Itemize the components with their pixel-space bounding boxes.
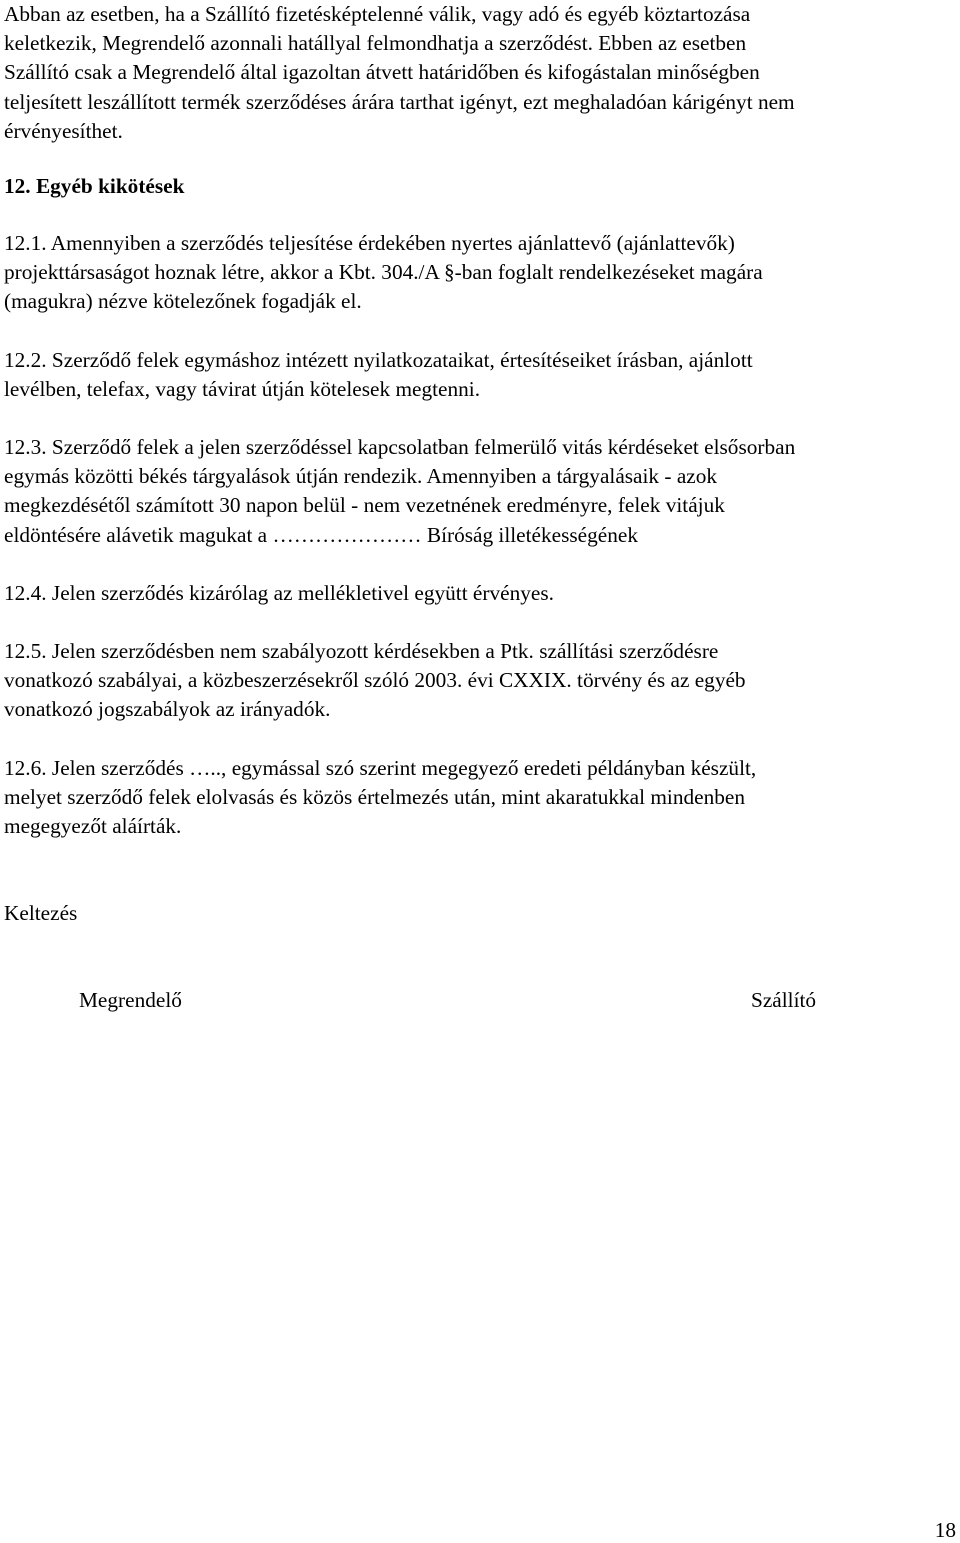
paragraph-12-3: 12.3. Szerződő felek a jelen szerződéssel kapcsolatban felmerülő vitás kérdéseket elsősorban egymás közötti békés tárgyalások útján rendezik. Amennyiben a tárgyalásaik - azok megkezdésétől számított 30 napon belül - nem vezetnének eredményre, felek vitájuk eldöntésére alávetik magukat a ………………… Bíróság illetékességének xyxy=(4,435,796,547)
signature-label-supplier: Szállító xyxy=(751,988,817,1012)
date-label: Keltezés xyxy=(4,901,78,925)
paragraph-12-5: 12.5. Jelen szerződésben nem szabályozott kérdésekben a Ptk. szállítási szerződésre vonatkozó szabályai, a közbeszerzésekről szóló 2003. évi CXXIX. törvény és az egyéb vonatkozó jogszabályok az irányadók. xyxy=(4,639,746,722)
section-heading: 12. Egyéb kikötések xyxy=(4,174,185,198)
paragraph-12-6: 12.6. Jelen szerződés ….., egymással szó szerint megegyező eredeti példányban készült, melyet szerződő felek elolvasás és közös értelmezés után, mint akaratukkal mindenben megegyezőt aláírták. xyxy=(4,756,757,839)
paragraph-12-1: 12.1. Amennyiben a szerződés teljesítése érdekében nyertes ajánlattevő (ajánlattevők) projekttársaságot hoznak létre, akkor a Kbt. 304./A §-ban foglalt rendelkezéseket magára (magukra) nézve kötelezőnek fogadják el. xyxy=(4,231,763,314)
paragraph-12-4: 12.4. Jelen szerződés kizárólag az mellékletivel együtt érvényes. xyxy=(4,581,554,605)
paragraph-12-2: 12.2. Szerződő felek egymáshoz intézett nyilatkozataikat, értesítéseiket írásban, ajánlott levélben, telefax, vagy távirat útján kötelesek megtenni. xyxy=(4,348,753,402)
signature-label-customer: Megrendelő xyxy=(79,988,182,1012)
page-number: 18 xyxy=(934,1518,956,1542)
intro-paragraph: Abban az esetben, ha a Szállító fizetésképtelenné válik, vagy adó és egyéb köztartozása keletkezik, Megrendelő azonnali hatállyal felmondhatja a szerződést. Ebben az esetben Szállító csak a Megrendelő által igazoltan átvett határidőben és kifogástalan minőségben teljesített leszállított termék szerződéses árára tarthat igényt, ezt meghaladóan kárigényt nem érvényesíthet. xyxy=(4,2,795,143)
